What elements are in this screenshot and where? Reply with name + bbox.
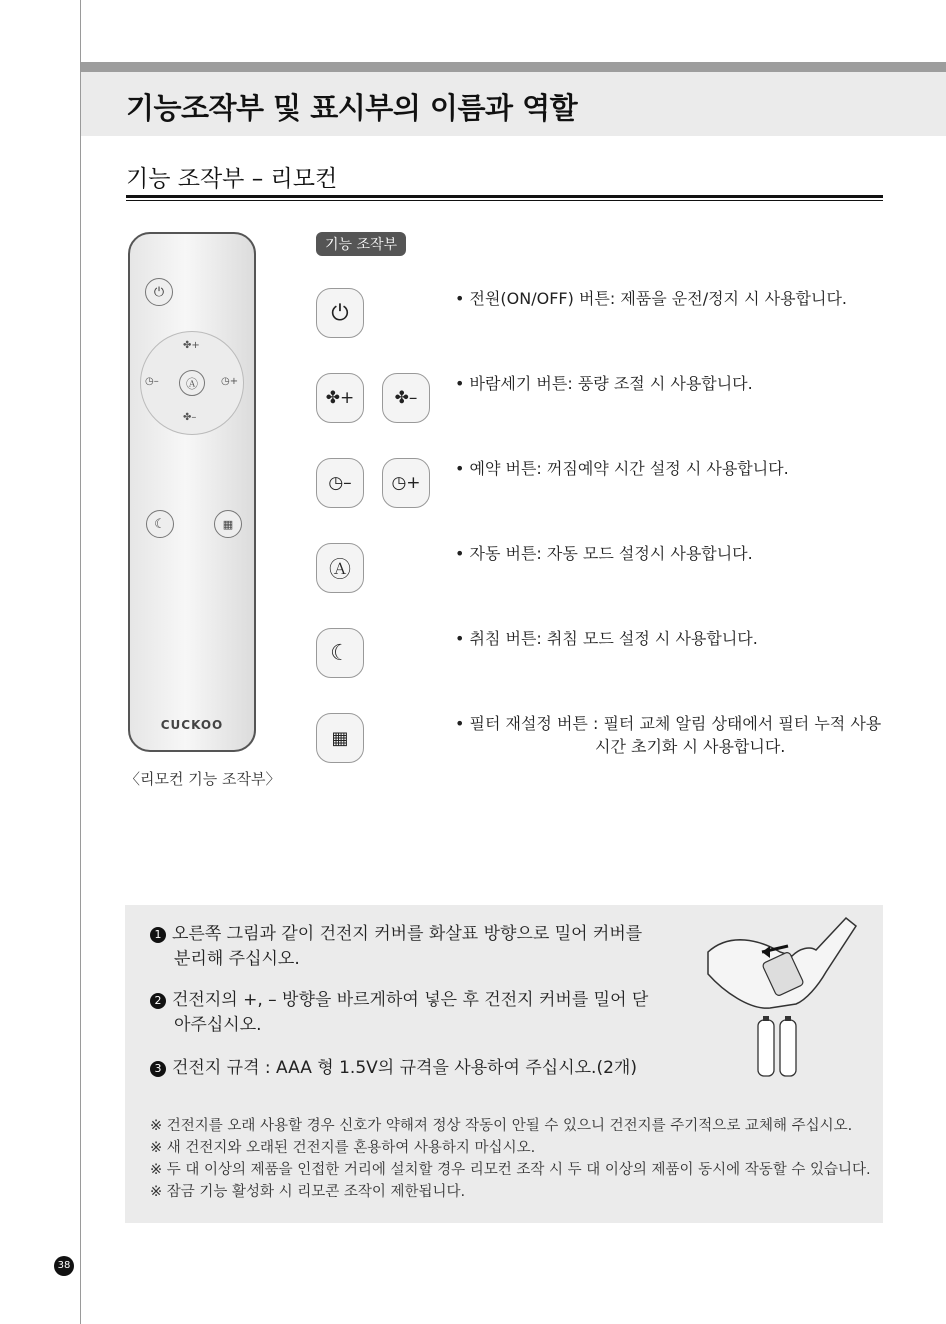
step-text-line2: 분리해 주십시오. — [174, 949, 300, 969]
fan-speed-minus-icon: ✤– — [382, 373, 430, 423]
battery-note-3: ※ 두 대 이상의 제품을 인접한 거리에 설치할 경우 리모컨 조작 시 두 대 이상의 제품이 동시에 작동할 수 있습니다. — [150, 1162, 871, 1178]
page-margin-line — [80, 0, 81, 1324]
step-text-line1: 오른쪽 그림과 같이 건전지 커버를 화살표 방향으로 밀어 커버를 — [172, 924, 643, 944]
battery-note-2: ※ 새 건전지와 오래된 건전지를 혼용하여 사용하지 마십시오. — [150, 1140, 536, 1156]
step-text-line2: 아주십시오. — [174, 1015, 262, 1035]
step-number-badge: 2 — [150, 993, 166, 1009]
remote-fan-plus-label: ✤+ — [183, 340, 200, 351]
auto-icon: Ⓐ — [316, 543, 364, 593]
filter-reset-button-desc — [455, 711, 881, 757]
battery-step-2 — [150, 988, 648, 1038]
page-title: 기능조작부 및 표시부의 이름과 역할 — [126, 91, 578, 125]
filter-reset-desc-line2: 시간 초기화 시 사용합니다. — [595, 737, 786, 756]
filter-reset-icon: ▦ — [316, 713, 364, 763]
step-number-badge: 1 — [150, 927, 166, 943]
page-number: 38 — [54, 1256, 74, 1276]
header-top-bar — [81, 62, 946, 72]
timer-button-desc: • 예약 버튼: 꺼짐예약 시간 설정 시 사용합니다. — [455, 459, 789, 478]
battery-note-1: ※ 건전지를 오래 사용할 경우 신호가 약해져 정상 작동이 안될 수 있으니 건전지를 주기적으로 교체해 주십시오. — [150, 1118, 853, 1134]
section-rule — [126, 195, 883, 198]
remote-filter-reset-icon: ▦ — [214, 510, 242, 538]
section-subtitle: 기능 조작부 – 리모컨 — [126, 166, 338, 192]
fan-speed-plus-icon: ✤+ — [316, 373, 364, 423]
remote-timer-plus-label: ◷+ — [221, 376, 239, 387]
battery-note-4: ※ 잠금 기능 활성화 시 리모콘 조작이 제한됩니다. — [150, 1184, 466, 1200]
remote-sleep-icon: ☾ — [146, 510, 174, 538]
battery-cover-illustration — [700, 912, 860, 1082]
remote-fan-minus-label: ✤– — [183, 412, 197, 423]
remote-power-icon: ⏻ — [145, 278, 173, 306]
step-text-line1: 건전지 규격 : AAA 형 1.5V의 규격을 사용하여 주십시오.(2개) — [172, 1058, 637, 1078]
fan-speed-button-desc: • 바람세기 버튼: 풍량 조절 시 사용합니다. — [455, 374, 753, 393]
remote-timer-minus-label: ◷– — [145, 376, 159, 387]
power-icon: ⏻ — [316, 288, 364, 338]
section-rule-thin — [126, 200, 883, 201]
battery-step-3 — [150, 1056, 637, 1081]
sleep-icon: ☾ — [316, 628, 364, 678]
remote-logo: CUCKOO — [160, 718, 224, 732]
step-text-line1: 건전지의 +, – 방향을 바르게하여 넣은 후 건전지 커버를 밀어 닫 — [172, 990, 649, 1010]
remote-auto-icon: Ⓐ — [179, 370, 205, 396]
power-button-desc: • 전원(ON/OFF) 버튼: 제품을 운전/정지 시 사용합니다. — [455, 289, 848, 308]
timer-plus-icon: ◷+ — [382, 458, 430, 508]
remote-caption: 〈리모컨 기능 조작부〉 — [125, 770, 281, 788]
step-number-badge: 3 — [150, 1061, 166, 1077]
remote-control-illustration — [128, 232, 256, 752]
auto-button-desc: • 자동 버튼: 자동 모드 설정시 사용합니다. — [455, 544, 753, 563]
sleep-button-desc: • 취침 버튼: 취침 모드 설정 시 사용합니다. — [455, 629, 758, 648]
function-section-tag: 기능 조작부 — [316, 232, 406, 256]
filter-reset-desc-line1: • 필터 재설정 버튼 : 필터 교체 알림 상태에서 필터 누적 사용 — [455, 714, 882, 733]
remote-dial-ring — [140, 331, 244, 435]
battery-step-1 — [150, 922, 642, 972]
timer-minus-icon: ◷– — [316, 458, 364, 508]
